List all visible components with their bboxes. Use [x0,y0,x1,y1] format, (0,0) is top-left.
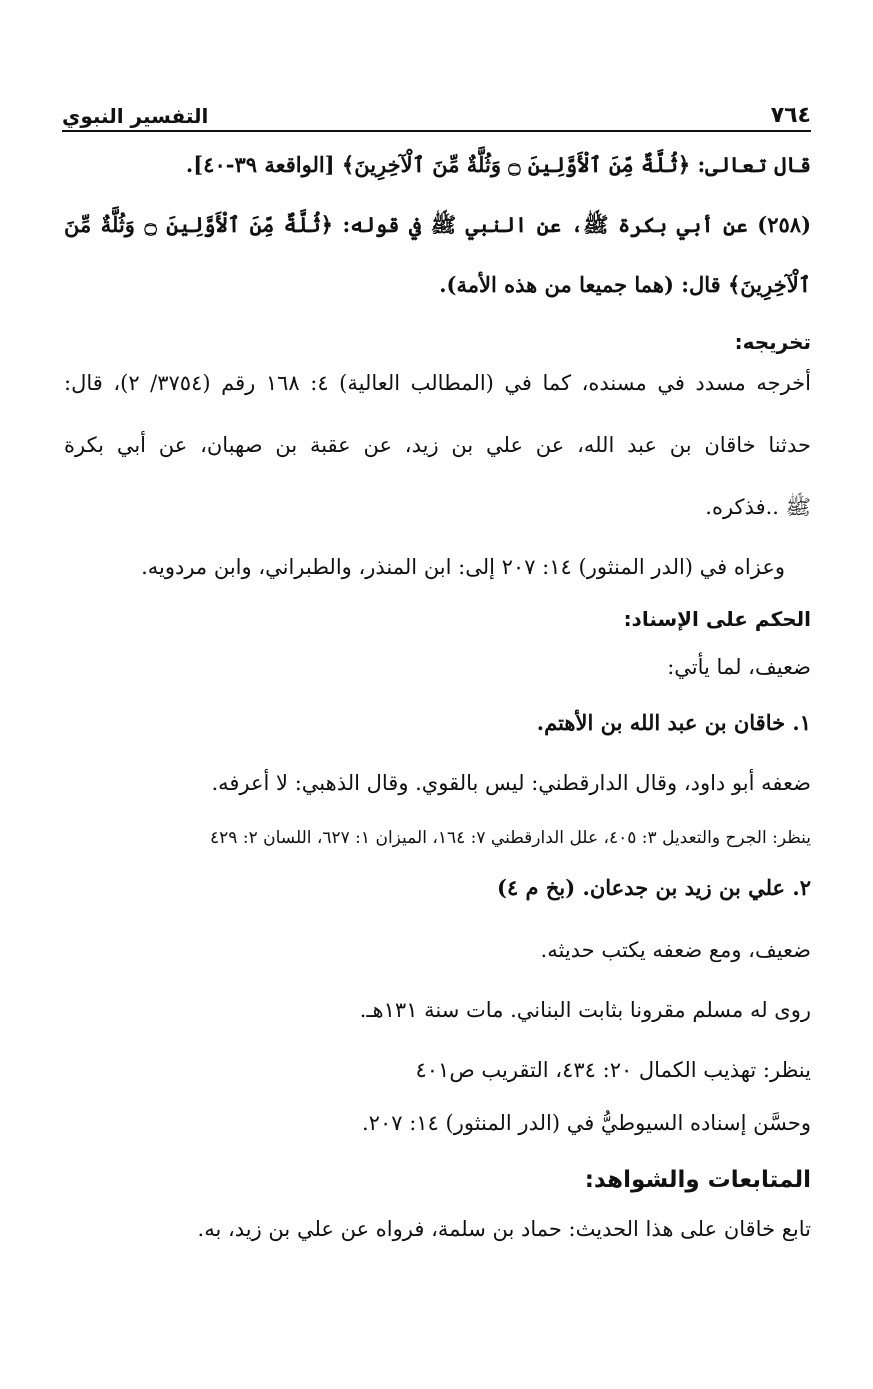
narrator-2-note: روى له مسلم مقرونا بثابت البناني. مات سنة ١٣١هـ. [359,998,811,1022]
mutabaat-line: تابع خاقان على هذا الحديث: حماد بن سلمة، فرواه عن علي بن زيد، به. [197,1217,811,1241]
page-header [62,96,811,132]
narrator-2-title: ٢. علي بن زيد بن جدعان. (بخ م ٤) [497,875,811,900]
section-heading-hukm: الحكم على الإسناد: [623,607,811,631]
suyuti-grading: وحسَّن إسناده السيوطيُّ في (الدر المنثور) ١٤: ٢٠٧. [361,1111,811,1135]
narrator-1-title: ١. خاقان بن عبد الله بن الأهتم. [536,710,811,735]
narrator-1-assessment: ضعفه أبو داود، وقال الدارقطني: ليس بالقوي. وقال الذهبي: لا أعرفه. [211,771,811,795]
narrator-2-references: ينظر: تهذيب الكمال ٢٠: ٤٣٤، التقريب ص٤٠١ [415,1058,811,1082]
hadith-line-2: ٱلْآخِرِينَ﴾ قال: (هما جميعا من هذه الأمة). [439,272,811,297]
takhrij-line-2: حدثنا خاقان بن عبد الله، عن علي بن زيد، عن عقبة بن صهبان، عن أبي بكرة [64,433,811,457]
narrator-1-references: ينظر: الجرح والتعديل ٣: ٤٠٥، علل الدارقطني ٧: ١٦٤، الميزان ١: ٦٢٧، اللسان ٢: ٤٢٩ [210,828,811,848]
narrator-2-assessment: ضعيف، ومع ضعفه يكتب حديثه. [540,938,811,962]
verdict-line: ضعيف، لما يأتي: [667,655,811,679]
verse-line: قال تعالى: ﴿ثُلَّةٌ مِّنَ ٱلْأَوَّلِينَ ۝ وَثُلَّةٌ مِّنَ ٱلْآخِرِينَ﴾ [الواقعة ٣٩-٤٠]. [185,152,811,177]
hadith-line-1: (٢٥٨) عن أبي بكرة ﷺ، عن النبي ﷺ في قوله: ﴿ثُلَّةٌ مِّنَ ٱلْأَوَّلِينَ ۝ وَثُلَّةٌ مِّنَ [64,212,812,237]
attribution-line: وعزاه في (الدر المنثور) ١٤: ٢٠٧ إلى: ابن المنذر، والطبراني، وابن مردويه. [141,555,785,579]
section-heading-takhrij: تخريجه: [734,330,811,354]
running-title: التفسير النبوي [62,104,209,128]
page-number: ٧٦٤ [770,103,811,128]
takhrij-line-3: ﷺ ..فذكره. [705,495,811,519]
section-heading-mutabaat: المتابعات والشواهد: [584,1167,811,1193]
takhrij-line-1: أخرجه مسدد في مسنده، كما في (المطالب العالية) ٤: ١٦٨ رقم (٣٧٥٤/ ٢)، قال: [64,371,811,395]
